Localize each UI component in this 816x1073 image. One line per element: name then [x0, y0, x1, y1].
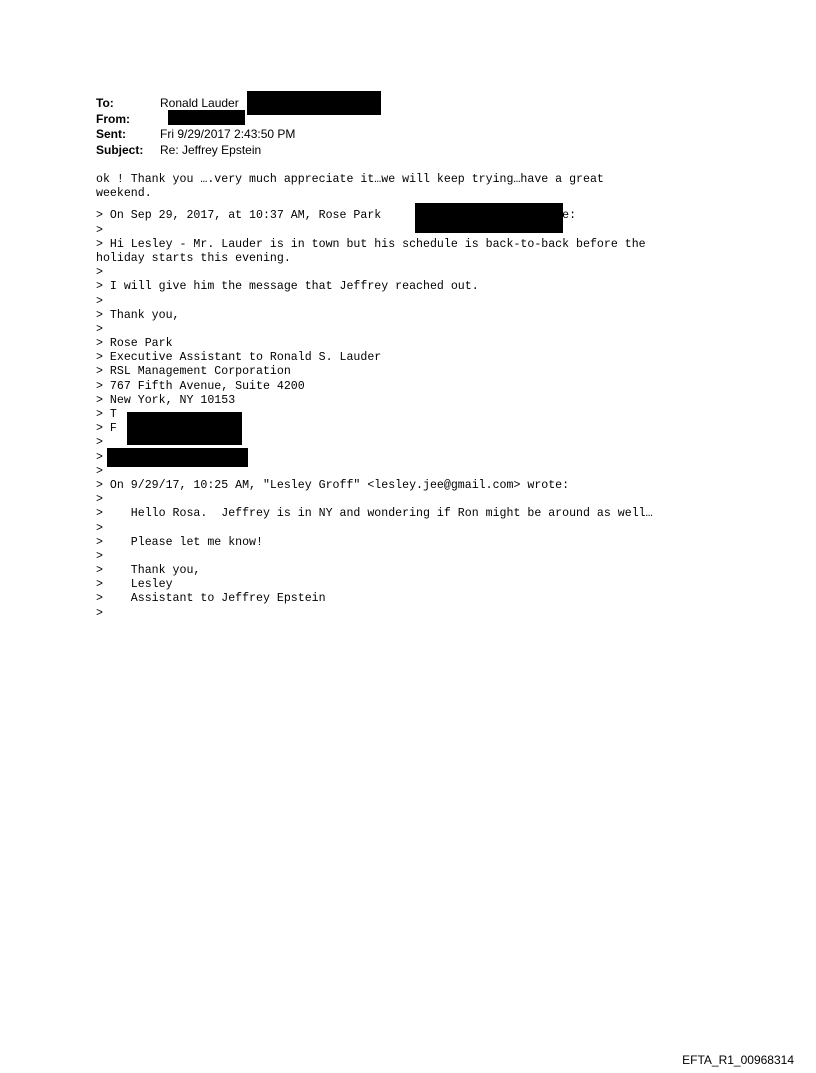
- quoted-line: >: [96, 549, 103, 563]
- redaction-to-email: [247, 91, 381, 115]
- to-value: Ronald Lauder: [160, 96, 239, 110]
- reply-line: weekend.: [96, 187, 152, 201]
- sent-row: [96, 127, 295, 143]
- reply-line: ok ! Thank you ….very much appreciate it…we will keep trying…have a great: [96, 173, 604, 186]
- email-body: [96, 173, 736, 621]
- quoted-line: >: [96, 266, 103, 280]
- quoted-line: > RSL Management Corporation: [96, 365, 291, 379]
- to-label: To:: [96, 96, 114, 110]
- quoted-line: >: [96, 294, 103, 308]
- quoted-line: >: [96, 436, 103, 450]
- quoted-line: > Please let me know!: [96, 535, 263, 549]
- quoted-line: > New York, NY 10153: [96, 393, 236, 407]
- sent-value: Fri 9/29/2017 2:43:50 PM: [160, 127, 296, 141]
- subject-label: Subject:: [96, 142, 144, 157]
- quoted-line: > Thank you,: [96, 308, 180, 322]
- subject-value: Re: Jeffrey Epstein: [160, 142, 262, 157]
- quoted-line: holiday starts this evening.: [96, 251, 291, 265]
- quoted-line: >: [96, 521, 103, 535]
- quoted-line: > Hello Rosa. Jeffrey is in NY and wondering if Ron might be around as well…: [96, 507, 653, 521]
- subject-row: [96, 143, 295, 159]
- quoted-line: > On 9/29/17, 10:25 AM, "Lesley Groff" <lesley.jee@gmail.com> wrote:: [96, 478, 570, 492]
- redaction-from: [168, 110, 245, 125]
- quoted-line: > Assistant to Jeffrey Epstein: [96, 592, 326, 606]
- document-id: EFTA_R1_00968314: [682, 1053, 794, 1067]
- quoted-line: > Lesley: [96, 578, 173, 592]
- from-label: From:: [96, 111, 130, 126]
- quoted-line: > 767 Fifth Avenue, Suite 4200: [96, 379, 305, 393]
- quoted-line: > On Sep 29, 2017, at 10:37 AM, Rose Park wrote:: [96, 209, 577, 223]
- quoted-line: > F: [96, 422, 117, 436]
- quoted-line: >: [96, 464, 103, 478]
- quoted-line: >: [96, 322, 103, 336]
- sent-label: Sent:: [96, 127, 126, 141]
- quoted-line: >: [96, 450, 103, 464]
- quoted-line: > T: [96, 408, 117, 421]
- quoted-line: > I will give him the message that Jeffrey reached out.: [96, 280, 479, 294]
- quoted-line: >: [96, 223, 103, 237]
- quoted-line: > Rose Park: [96, 337, 173, 351]
- quoted-line: > Executive Assistant to Ronald S. Lauder: [96, 351, 382, 365]
- quoted-line: > Hi Lesley - Mr. Lauder is in town but his schedule is back-to-back before the: [96, 237, 646, 251]
- quoted-line: >: [96, 606, 103, 620]
- quoted-line: > Thank you,: [96, 564, 201, 578]
- quoted-line: >: [96, 493, 103, 507]
